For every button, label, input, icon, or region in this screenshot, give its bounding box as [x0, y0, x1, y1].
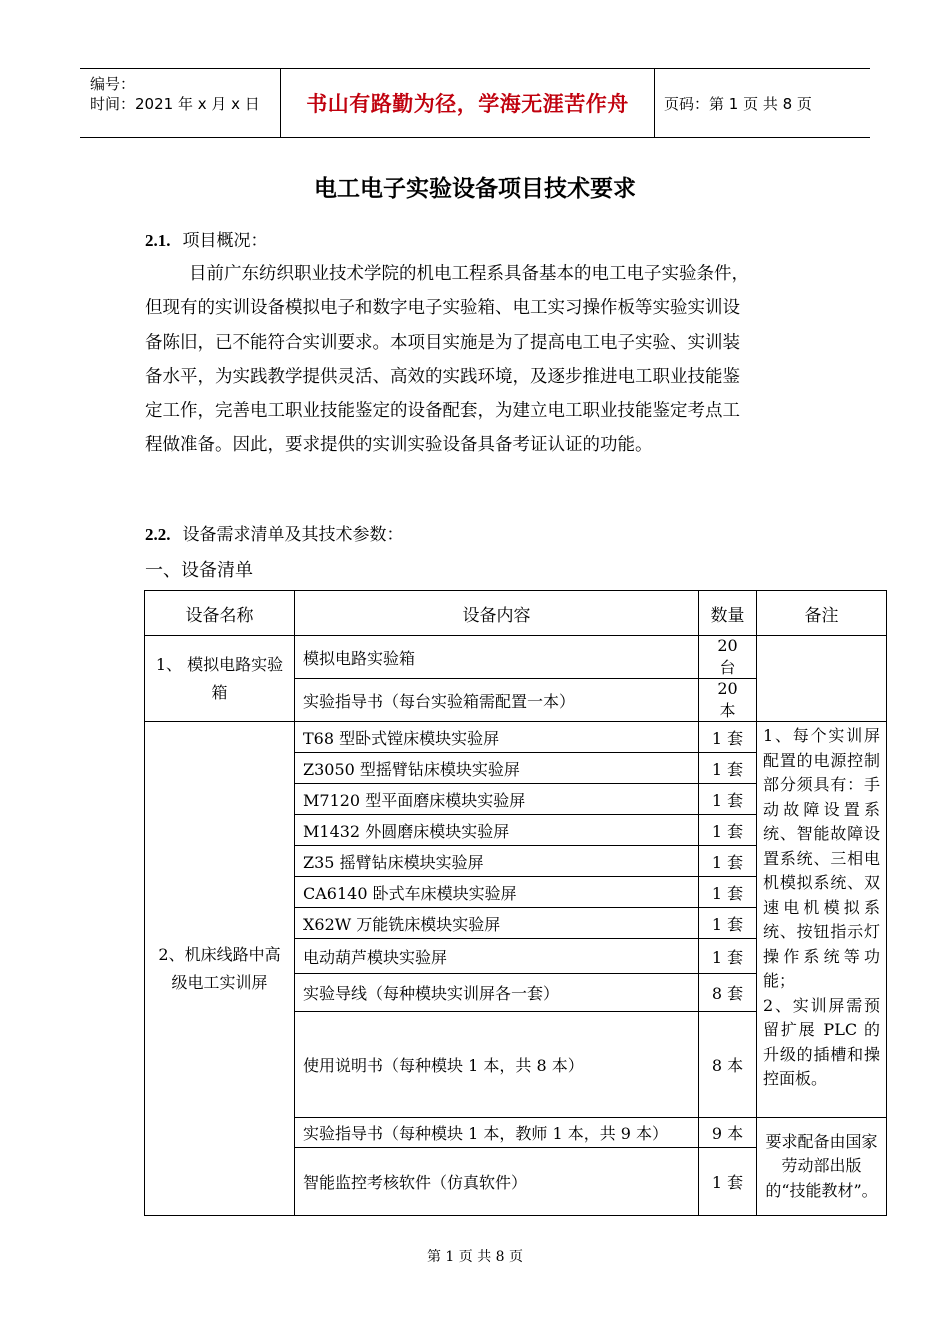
section-label: 项目概况： [182, 231, 268, 251]
item-qty: 1 套 [699, 753, 757, 784]
item-content: 实验导线（每种模块实训屏各一套） [295, 974, 699, 1012]
item-content: 使用说明书（每种模块 1 本，共 8 本） [295, 1012, 699, 1118]
header-meta [80, 69, 281, 137]
table-row [145, 722, 887, 753]
section-2-2-heading [145, 520, 404, 545]
document-time: 时间：2021 年 x 月 x 日 [90, 95, 260, 113]
motto-text: 书山有路勤为径，学海无涯苦作舟 [306, 92, 629, 116]
item-qty: 1 套 [699, 722, 757, 753]
table-header-row [145, 591, 887, 636]
paragraph-line: 定工作，完善电工职业技能鉴定的设备配套，为建立电工职业技能鉴定考点工 [145, 401, 740, 422]
item-content: Z35 摇臂钻床模块实验屏 [295, 846, 699, 877]
item-content: X62W 万能铣床模块实验屏 [295, 908, 699, 939]
item-qty: 1 套 [699, 939, 757, 974]
paragraph-line: 备陈旧，已不能符合实训要求。本项目实施是为了提高电工电子实验、实训装 [145, 332, 740, 353]
item-content: 实验指导书（每台实验箱需配置一本） [295, 679, 699, 722]
header-note: 备注 [757, 591, 887, 636]
paragraph-line: 备水平，为实践教学提供灵活、高效的实践环境，及逐步推进电工职业技能鉴 [145, 366, 740, 387]
section-number: 2.2. [145, 525, 171, 544]
item-content: 实验指导书（每种模块 1 本，教师 1 本，共 9 本） [295, 1118, 699, 1148]
item-note: 要求配备由国家劳动部出版的“技能教材”。 [757, 1118, 887, 1216]
item-qty: 8 本 [699, 1012, 757, 1118]
header-name: 设备名称 [145, 591, 295, 636]
item-qty: 1 套 [699, 815, 757, 846]
header-motto [281, 69, 655, 137]
note-text: 1、每个实训屏配置的电源控制部分须具有：手动故障设置系统、智能故障设置系统、三相电机模拟系统、双速电机模拟系统、按钮指示灯操作系统等功能； [763, 726, 880, 990]
item-content: M7120 型平面磨床模块实验屏 [295, 784, 699, 815]
page-footer: 第 1 页 共 8 页 [426, 1249, 524, 1265]
item-qty: 8 套 [699, 974, 757, 1012]
group-name: 1、 模拟电路实验箱 [145, 636, 295, 722]
item-qty: 1 套 [699, 1148, 757, 1216]
item-content: CA6140 卧式车床模块实验屏 [295, 877, 699, 908]
item-content: Z3050 型摇臂钻床模块实验屏 [295, 753, 699, 784]
document-title: 电工电子实验设备项目技术要求 [314, 176, 636, 202]
list-heading: 一、设备清单 [145, 560, 253, 581]
paragraph-line: 但现有的实训设备模拟电子和数字电子实验箱、电工实习操作板等实验实训设 [145, 298, 740, 319]
section-2-1-heading [145, 226, 268, 251]
item-note [757, 722, 887, 1118]
table-row [145, 636, 887, 679]
item-content: M1432 外圆磨床模块实验屏 [295, 815, 699, 846]
document-number: 编号： [90, 75, 136, 93]
page-header [80, 68, 870, 138]
item-qty: 9 本 [699, 1118, 757, 1148]
equipment-table [144, 590, 887, 1216]
overview-paragraph [145, 257, 807, 463]
header-qty: 数量 [699, 591, 757, 636]
item-qty: 1 套 [699, 784, 757, 815]
item-qty: 1 套 [699, 846, 757, 877]
item-qty: 20 本 [699, 679, 757, 722]
page-label: 页码：第 1 页 共 8 页 [664, 94, 812, 113]
header-page-number [664, 69, 870, 137]
item-content: 智能监控考核软件（仿真软件） [295, 1148, 699, 1216]
item-note-empty [757, 636, 887, 722]
paragraph-line: 程做准备。因此，要求提供的实训实验设备具备考证认证的功能。 [145, 435, 653, 456]
header-content: 设备内容 [295, 591, 699, 636]
item-content: 模拟电路实验箱 [295, 636, 699, 679]
item-qty: 20 台 [699, 636, 757, 679]
item-qty: 1 套 [699, 908, 757, 939]
section-label: 设备需求清单及其技术参数： [182, 525, 404, 545]
item-content: 电动葫芦模块实验屏 [295, 939, 699, 974]
group-name: 2、机床线路中高级电工实训屏 [145, 722, 295, 1216]
item-qty: 1 套 [699, 877, 757, 908]
item-content: T68 型卧式镗床模块实验屏 [295, 722, 699, 753]
paragraph-line: 目前广东纺织职业技术学院的机电工程系具备基本的电工电子实验条件， [189, 264, 749, 284]
section-number: 2.1. [145, 231, 171, 250]
note-text: 2、实训屏需预留扩展 PLC 的升级的插槽和操控面板。 [763, 995, 880, 1088]
